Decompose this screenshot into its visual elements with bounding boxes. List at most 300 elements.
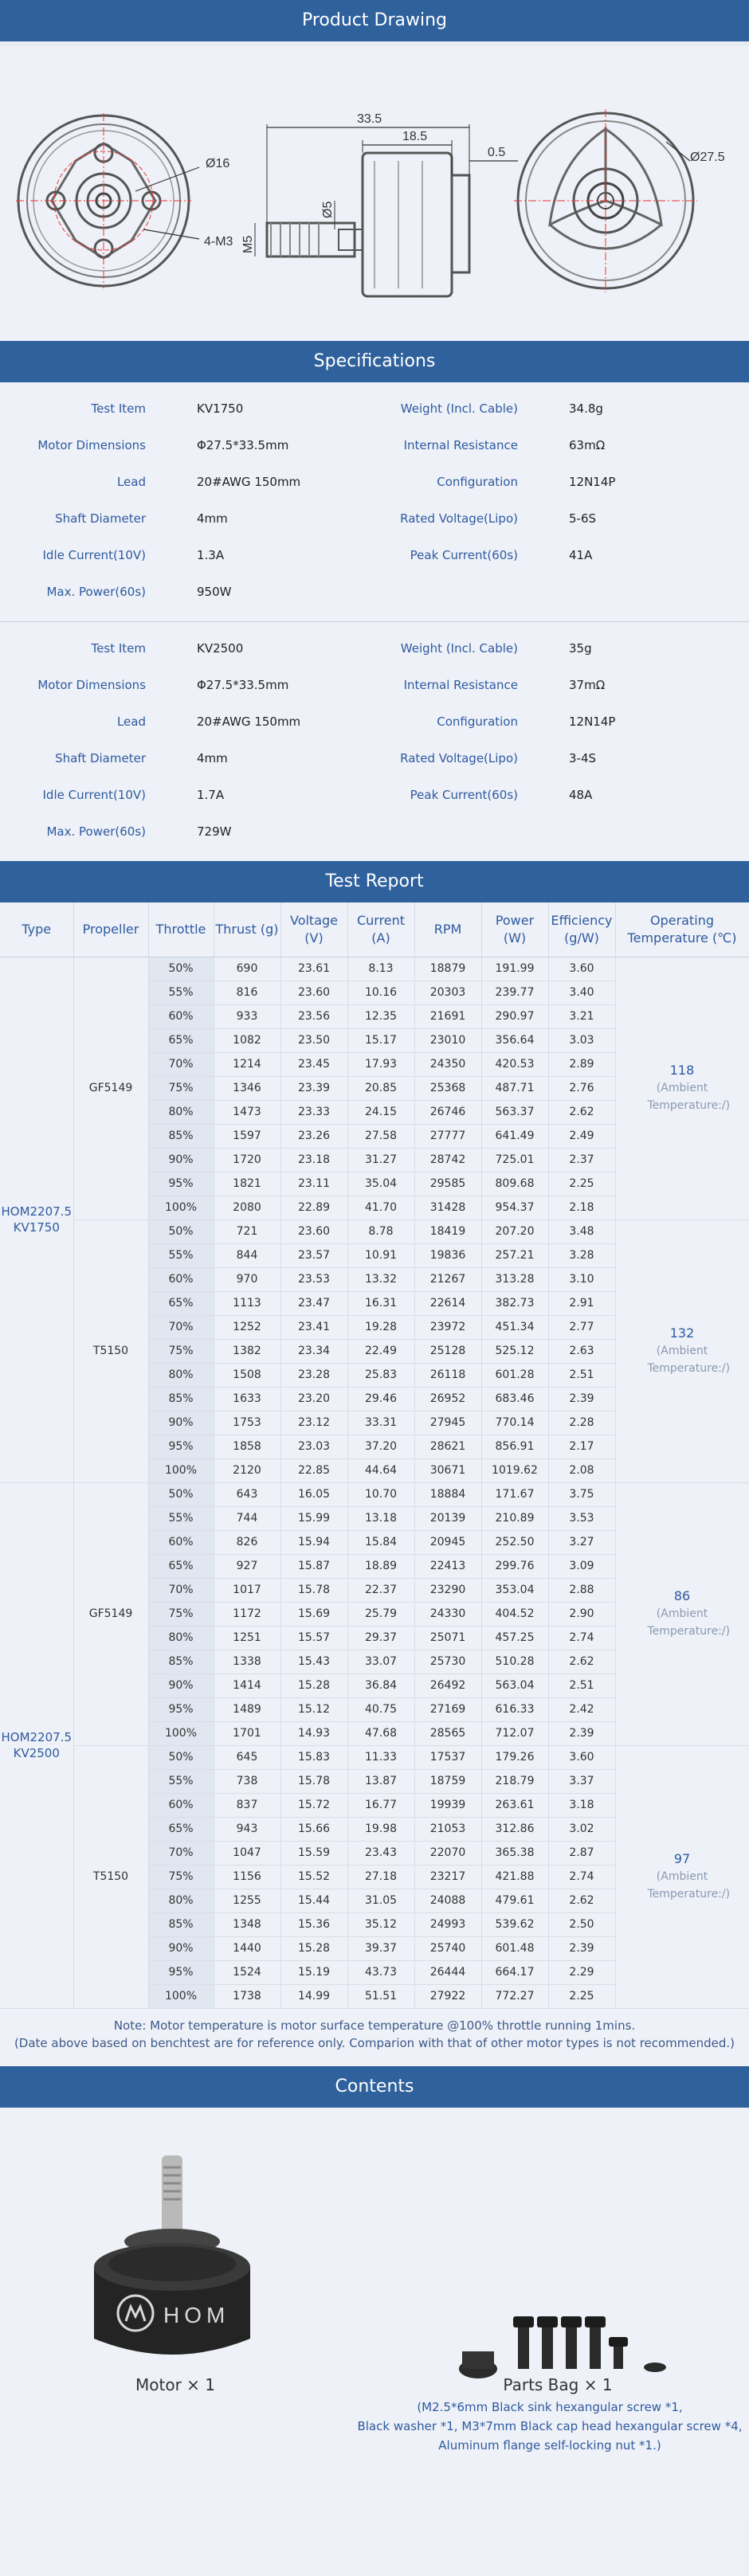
parts-desc-line-1: (M2.5*6mm Black sink hexangular screw *1, xyxy=(417,2399,683,2414)
data-cell: 927 xyxy=(214,1554,280,1578)
data-cell: 18884 xyxy=(414,1482,481,1506)
data-cell: 19836 xyxy=(414,1243,481,1267)
throttle-cell: 50% xyxy=(148,1482,214,1506)
data-cell: 1214 xyxy=(214,1052,280,1076)
data-cell: 27922 xyxy=(414,1984,481,2008)
throttle-cell: 70% xyxy=(148,1315,214,1339)
data-cell: 23.60 xyxy=(280,981,347,1004)
data-cell: 25.83 xyxy=(347,1363,414,1387)
data-cell: 2.90 xyxy=(548,1602,615,1626)
data-cell: 20303 xyxy=(414,981,481,1004)
spec-label: Shaft Diameter xyxy=(55,751,146,765)
spec-row xyxy=(0,574,749,610)
spec-label: Lead xyxy=(116,475,146,489)
data-cell: 23.61 xyxy=(280,957,347,981)
data-cell: 23.26 xyxy=(280,1124,347,1148)
data-cell: 16.31 xyxy=(347,1291,414,1315)
test-report-table xyxy=(0,902,749,2009)
data-cell: 14.99 xyxy=(280,1984,347,2008)
throttle-cell: 85% xyxy=(148,1650,214,1674)
parts-desc-line-3: Aluminum flange self-locking nut *1.) xyxy=(438,2437,661,2453)
front-view-drawing xyxy=(16,113,199,288)
data-cell: 23.45 xyxy=(280,1052,347,1076)
data-cell: 1082 xyxy=(214,1028,280,1052)
data-cell: 1255 xyxy=(214,1889,280,1912)
data-cell: 2120 xyxy=(214,1458,280,1482)
spec-row xyxy=(0,427,749,464)
data-cell: 3.48 xyxy=(548,1219,615,1243)
temperature-cell xyxy=(615,1219,749,1482)
throttle-cell: 80% xyxy=(148,1100,214,1124)
data-cell: 263.61 xyxy=(481,1793,548,1817)
data-cell: 420.53 xyxy=(481,1052,548,1076)
data-cell: 18879 xyxy=(414,957,481,981)
spec-row xyxy=(0,703,749,740)
data-cell: 1113 xyxy=(214,1291,280,1315)
data-cell: 2.17 xyxy=(548,1435,615,1458)
spec-label: Test Item xyxy=(91,641,146,656)
data-cell: 2.49 xyxy=(548,1124,615,1148)
column-header: Throttle xyxy=(148,902,214,957)
data-cell: 2.87 xyxy=(548,1841,615,1865)
data-cell: 33.31 xyxy=(347,1411,414,1435)
throttle-cell: 55% xyxy=(148,1769,214,1793)
data-cell: 1019.62 xyxy=(481,1458,548,1482)
spec-value: 950W xyxy=(197,585,232,599)
motor-type-cell: HOM2207.5 KV1750 xyxy=(0,957,73,1482)
data-cell: 510.28 xyxy=(481,1650,548,1674)
spec-value: 20#AWG 150mm xyxy=(197,714,301,729)
data-cell: 15.57 xyxy=(280,1626,347,1650)
data-cell: 601.28 xyxy=(481,1363,548,1387)
data-cell: 479.61 xyxy=(481,1889,548,1912)
throttle-cell: 60% xyxy=(148,1267,214,1291)
data-cell: 19939 xyxy=(414,1793,481,1817)
throttle-cell: 80% xyxy=(148,1626,214,1650)
spec-row xyxy=(0,500,749,537)
data-cell: 207.20 xyxy=(481,1219,548,1243)
spec-row xyxy=(0,740,749,777)
data-cell: 31.05 xyxy=(347,1889,414,1912)
data-cell: 3.60 xyxy=(548,957,615,981)
data-cell: 844 xyxy=(214,1243,280,1267)
data-cell: 23972 xyxy=(414,1315,481,1339)
throttle-cell: 75% xyxy=(148,1076,214,1100)
spec-value-2: 34.8g xyxy=(569,401,603,416)
propeller-cell: GF5149 xyxy=(73,957,148,1219)
data-cell: 353.04 xyxy=(481,1578,548,1602)
throttle-cell: 95% xyxy=(148,1172,214,1196)
data-cell: 1753 xyxy=(214,1411,280,1435)
spec-value: 4mm xyxy=(197,751,228,765)
spec-label-2: Configuration xyxy=(437,475,518,489)
data-cell: 404.52 xyxy=(481,1602,548,1626)
spec-label-2: Internal Resistance xyxy=(403,438,518,452)
data-cell: 35.04 xyxy=(347,1172,414,1196)
data-cell: 970 xyxy=(214,1267,280,1291)
data-cell: 816 xyxy=(214,981,280,1004)
data-cell: 1346 xyxy=(214,1076,280,1100)
data-cell: 24330 xyxy=(414,1602,481,1626)
data-cell: 26118 xyxy=(414,1363,481,1387)
data-cell: 31.27 xyxy=(347,1148,414,1172)
throttle-cell: 75% xyxy=(148,1339,214,1363)
data-cell: 23.33 xyxy=(280,1100,347,1124)
data-cell: 738 xyxy=(214,1769,280,1793)
data-cell: 3.21 xyxy=(548,1004,615,1028)
spec-label: Test Item xyxy=(91,401,146,416)
product-drawing-header: Product Drawing xyxy=(0,0,749,41)
data-cell: 645 xyxy=(214,1745,280,1769)
data-cell: 15.52 xyxy=(280,1865,347,1889)
data-cell: 3.09 xyxy=(548,1554,615,1578)
data-cell: 2.74 xyxy=(548,1865,615,1889)
data-cell: 23217 xyxy=(414,1865,481,1889)
spec-value-2: 35g xyxy=(569,641,592,656)
data-cell: 15.78 xyxy=(280,1769,347,1793)
data-cell: 2.62 xyxy=(548,1100,615,1124)
data-cell: 30671 xyxy=(414,1458,481,1482)
data-cell: 2.37 xyxy=(548,1148,615,1172)
spec-value-2: 37mΩ xyxy=(569,678,606,692)
spec-value-2: 63mΩ xyxy=(569,438,606,452)
spec-value: KV1750 xyxy=(197,401,244,416)
data-cell: 37.20 xyxy=(347,1435,414,1458)
data-cell: 15.17 xyxy=(347,1028,414,1052)
data-cell: 15.66 xyxy=(280,1817,347,1841)
data-cell: 3.10 xyxy=(548,1267,615,1291)
specifications-header: Specifications xyxy=(0,341,749,382)
data-cell: 313.28 xyxy=(481,1267,548,1291)
data-cell: 2.28 xyxy=(548,1411,615,1435)
throttle-cell: 100% xyxy=(148,1196,214,1219)
data-cell: 1633 xyxy=(214,1387,280,1411)
data-cell: 382.73 xyxy=(481,1291,548,1315)
data-cell: 2.42 xyxy=(548,1697,615,1721)
motor-logo-text: HOM xyxy=(163,2302,230,2327)
data-cell: 744 xyxy=(214,1506,280,1530)
data-cell: 26492 xyxy=(414,1674,481,1697)
data-cell: 23.20 xyxy=(280,1387,347,1411)
spec-block-2 xyxy=(0,622,749,861)
propeller-cell: T5150 xyxy=(73,1745,148,2008)
data-cell: 641.49 xyxy=(481,1124,548,1148)
throttle-cell: 60% xyxy=(148,1793,214,1817)
spec-label: Lead xyxy=(116,714,146,729)
spec-value: 4mm xyxy=(197,511,228,526)
ambient-temperature-note: (Ambient Temperature:/) xyxy=(647,1607,731,1638)
data-cell: 725.01 xyxy=(481,1148,548,1172)
data-cell: 27.58 xyxy=(347,1124,414,1148)
spec-label: Shaft Diameter xyxy=(55,511,146,526)
contents-header: Contents xyxy=(0,2066,749,2108)
spec-value: 1.7A xyxy=(197,788,225,802)
data-cell: 40.75 xyxy=(347,1697,414,1721)
spec-value: 1.3A xyxy=(197,548,225,562)
data-cell: 312.86 xyxy=(481,1817,548,1841)
data-cell: 421.88 xyxy=(481,1865,548,1889)
throttle-cell: 90% xyxy=(148,1936,214,1960)
product-drawing xyxy=(0,41,749,341)
data-cell: 252.50 xyxy=(481,1530,548,1554)
throttle-cell: 100% xyxy=(148,1984,214,2008)
throttle-cell: 80% xyxy=(148,1363,214,1387)
column-header: Type xyxy=(0,902,73,957)
spec-row xyxy=(0,777,749,813)
data-cell: 563.04 xyxy=(481,1674,548,1697)
throttle-cell: 90% xyxy=(148,1674,214,1697)
test-note-line-2: (Date above based on benchtest are for reference only. Comparion with that of other motor types is not recommended.) xyxy=(14,2035,735,2050)
data-cell: 25740 xyxy=(414,1936,481,1960)
test-note-line-1: Note: Motor temperature is motor surface temperature @100% throttle running 1mins. xyxy=(113,2018,636,2033)
data-cell: 2.50 xyxy=(548,1912,615,1936)
data-cell: 218.79 xyxy=(481,1769,548,1793)
ambient-temperature-note: (Ambient Temperature:/) xyxy=(647,1082,731,1112)
data-cell: 487.71 xyxy=(481,1076,548,1100)
data-cell: 856.91 xyxy=(481,1435,548,1458)
data-cell: 171.67 xyxy=(481,1482,548,1506)
data-cell: 2.25 xyxy=(548,1984,615,2008)
data-cell: 22614 xyxy=(414,1291,481,1315)
throttle-cell: 95% xyxy=(148,1435,214,1458)
data-cell: 15.72 xyxy=(280,1793,347,1817)
data-cell: 15.99 xyxy=(280,1506,347,1530)
data-cell: 27777 xyxy=(414,1124,481,1148)
data-cell: 24350 xyxy=(414,1052,481,1076)
data-cell: 1156 xyxy=(214,1865,280,1889)
data-cell: 1524 xyxy=(214,1960,280,1984)
data-cell: 22.89 xyxy=(280,1196,347,1219)
data-cell: 539.62 xyxy=(481,1912,548,1936)
data-cell: 2.63 xyxy=(548,1339,615,1363)
data-cell: 15.44 xyxy=(280,1889,347,1912)
data-cell: 19.98 xyxy=(347,1817,414,1841)
data-cell: 2.77 xyxy=(548,1315,615,1339)
data-cell: 23.11 xyxy=(280,1172,347,1196)
spec-label: Idle Current(10V) xyxy=(42,548,146,562)
data-cell: 25071 xyxy=(414,1626,481,1650)
spec-value-2: 3-4S xyxy=(569,751,597,765)
temperature-value: 132 xyxy=(669,1325,695,1341)
data-cell: 3.03 xyxy=(548,1028,615,1052)
spec-value-2: 5-6S xyxy=(569,511,597,526)
data-cell: 23.56 xyxy=(280,1004,347,1028)
throttle-cell: 50% xyxy=(148,1219,214,1243)
data-cell: 23.18 xyxy=(280,1148,347,1172)
spec-label: Motor Dimensions xyxy=(37,678,146,692)
ambient-temperature-note: (Ambient Temperature:/) xyxy=(647,1870,731,1901)
table-row xyxy=(0,957,749,981)
spec-row xyxy=(0,464,749,500)
data-cell: 15.59 xyxy=(280,1841,347,1865)
data-cell: 8.78 xyxy=(347,1219,414,1243)
data-cell: 826 xyxy=(214,1530,280,1554)
data-cell: 23.34 xyxy=(280,1339,347,1363)
data-cell: 23.50 xyxy=(280,1028,347,1052)
data-cell: 2.39 xyxy=(548,1387,615,1411)
data-cell: 1252 xyxy=(214,1315,280,1339)
throttle-cell: 70% xyxy=(148,1841,214,1865)
data-cell: 28621 xyxy=(414,1435,481,1458)
data-cell: 2.91 xyxy=(548,1291,615,1315)
data-cell: 2.62 xyxy=(548,1889,615,1912)
data-cell: 2.08 xyxy=(548,1458,615,1482)
data-cell: 47.68 xyxy=(347,1721,414,1745)
throttle-cell: 55% xyxy=(148,981,214,1004)
data-cell: 365.38 xyxy=(481,1841,548,1865)
drawing-svg xyxy=(0,41,749,341)
spec-label-2: Weight (Incl. Cable) xyxy=(400,401,518,416)
data-cell: 23.03 xyxy=(280,1435,347,1458)
data-cell: 933 xyxy=(214,1004,280,1028)
motor-type-cell: HOM2207.5 KV2500 xyxy=(0,1482,73,2008)
data-cell: 10.16 xyxy=(347,981,414,1004)
data-cell: 23.57 xyxy=(280,1243,347,1267)
column-header: RPM xyxy=(414,902,481,957)
data-cell: 24.15 xyxy=(347,1100,414,1124)
data-cell: 1047 xyxy=(214,1841,280,1865)
data-cell: 29585 xyxy=(414,1172,481,1196)
data-cell: 22.49 xyxy=(347,1339,414,1363)
data-cell: 25128 xyxy=(414,1339,481,1363)
temperature-value: 97 xyxy=(673,1851,691,1866)
data-cell: 15.12 xyxy=(280,1697,347,1721)
throttle-cell: 100% xyxy=(148,1458,214,1482)
data-cell: 15.69 xyxy=(280,1602,347,1626)
data-cell: 2.89 xyxy=(548,1052,615,1076)
data-cell: 1489 xyxy=(214,1697,280,1721)
data-cell: 683.46 xyxy=(481,1387,548,1411)
spec-value-2: 41A xyxy=(569,548,593,562)
spec-value: 20#AWG 150mm xyxy=(197,475,301,489)
data-cell: 1382 xyxy=(214,1339,280,1363)
data-cell: 712.07 xyxy=(481,1721,548,1745)
data-cell: 24993 xyxy=(414,1912,481,1936)
column-header: Voltage (V) xyxy=(280,902,347,957)
dim-33-5: 33.5 xyxy=(357,112,382,126)
data-cell: 15.43 xyxy=(280,1650,347,1674)
data-cell: 15.28 xyxy=(280,1936,347,1960)
data-cell: 26746 xyxy=(414,1100,481,1124)
data-cell: 1473 xyxy=(214,1100,280,1124)
table-row xyxy=(0,1745,749,1769)
spec-value-2: 48A xyxy=(569,788,593,802)
throttle-cell: 55% xyxy=(148,1506,214,1530)
data-cell: 17.93 xyxy=(347,1052,414,1076)
data-cell: 43.73 xyxy=(347,1960,414,1984)
spec-label-2: Weight (Incl. Cable) xyxy=(400,641,518,656)
data-cell: 664.17 xyxy=(481,1960,548,1984)
data-cell: 22.85 xyxy=(280,1458,347,1482)
data-cell: 239.77 xyxy=(481,981,548,1004)
data-cell: 15.83 xyxy=(280,1745,347,1769)
throttle-cell: 80% xyxy=(148,1889,214,1912)
data-cell: 15.87 xyxy=(280,1554,347,1578)
data-cell: 2.18 xyxy=(548,1196,615,1219)
throttle-cell: 60% xyxy=(148,1004,214,1028)
side-view-drawing xyxy=(255,124,518,296)
data-cell: 33.07 xyxy=(347,1650,414,1674)
dim-0-5: 0.5 xyxy=(488,146,506,159)
data-cell: 10.70 xyxy=(347,1482,414,1506)
temperature-value: 86 xyxy=(673,1588,691,1603)
temperature-value: 118 xyxy=(669,1063,695,1078)
data-cell: 11.33 xyxy=(347,1745,414,1769)
throttle-cell: 85% xyxy=(148,1912,214,1936)
data-cell: 23.28 xyxy=(280,1363,347,1387)
propeller-cell: GF5149 xyxy=(73,1482,148,1745)
data-cell: 20.85 xyxy=(347,1076,414,1100)
dim-18-5: 18.5 xyxy=(402,130,428,143)
spec-row xyxy=(0,390,749,427)
spec-label-2: Internal Resistance xyxy=(403,678,518,692)
data-cell: 1508 xyxy=(214,1363,280,1387)
column-header: Propeller xyxy=(73,902,148,957)
data-cell: 3.40 xyxy=(548,981,615,1004)
data-cell: 10.91 xyxy=(347,1243,414,1267)
data-cell: 3.37 xyxy=(548,1769,615,1793)
data-cell: 22413 xyxy=(414,1554,481,1578)
data-cell: 29.37 xyxy=(347,1626,414,1650)
data-cell: 24088 xyxy=(414,1889,481,1912)
data-cell: 22.37 xyxy=(347,1578,414,1602)
data-cell: 2.39 xyxy=(548,1936,615,1960)
data-cell: 23.47 xyxy=(280,1291,347,1315)
data-cell: 457.25 xyxy=(481,1626,548,1650)
data-cell: 563.37 xyxy=(481,1100,548,1124)
data-cell: 721 xyxy=(214,1219,280,1243)
throttle-cell: 75% xyxy=(148,1865,214,1889)
throttle-cell: 85% xyxy=(148,1387,214,1411)
column-header: Efficiency (g/W) xyxy=(548,902,615,957)
data-cell: 2.62 xyxy=(548,1650,615,1674)
data-cell: 3.18 xyxy=(548,1793,615,1817)
data-cell: 191.99 xyxy=(481,957,548,981)
parts-bag-image xyxy=(459,2316,666,2378)
data-cell: 356.64 xyxy=(481,1028,548,1052)
spec-value: Φ27.5*33.5mm xyxy=(197,678,289,692)
data-cell: 17537 xyxy=(414,1745,481,1769)
data-cell: 643 xyxy=(214,1482,280,1506)
ambient-temperature-note: (Ambient Temperature:/) xyxy=(647,1345,731,1375)
column-header: Thrust (g) xyxy=(214,902,280,957)
spec-label-2: Peak Current(60s) xyxy=(410,548,518,562)
spec-block-1 xyxy=(0,382,749,621)
data-cell: 2.51 xyxy=(548,1363,615,1387)
data-cell: 809.68 xyxy=(481,1172,548,1196)
test-report-header: Test Report xyxy=(0,861,749,902)
data-cell: 12.35 xyxy=(347,1004,414,1028)
spec-label-2: Peak Current(60s) xyxy=(410,788,518,802)
throttle-cell: 65% xyxy=(148,1817,214,1841)
data-cell: 18.89 xyxy=(347,1554,414,1578)
data-cell: 2.29 xyxy=(548,1960,615,1984)
spec-label: Max. Power(60s) xyxy=(46,824,146,839)
column-header: Current (A) xyxy=(347,902,414,957)
data-cell: 23.43 xyxy=(347,1841,414,1865)
data-cell: 23.53 xyxy=(280,1267,347,1291)
data-cell: 2.51 xyxy=(548,1674,615,1697)
data-cell: 3.02 xyxy=(548,1817,615,1841)
data-cell: 3.53 xyxy=(548,1506,615,1530)
spec-label: Idle Current(10V) xyxy=(42,788,146,802)
data-cell: 29.46 xyxy=(347,1387,414,1411)
data-cell: 15.78 xyxy=(280,1578,347,1602)
data-cell: 18759 xyxy=(414,1769,481,1793)
data-cell: 837 xyxy=(214,1793,280,1817)
data-cell: 13.18 xyxy=(347,1506,414,1530)
data-cell: 22070 xyxy=(414,1841,481,1865)
